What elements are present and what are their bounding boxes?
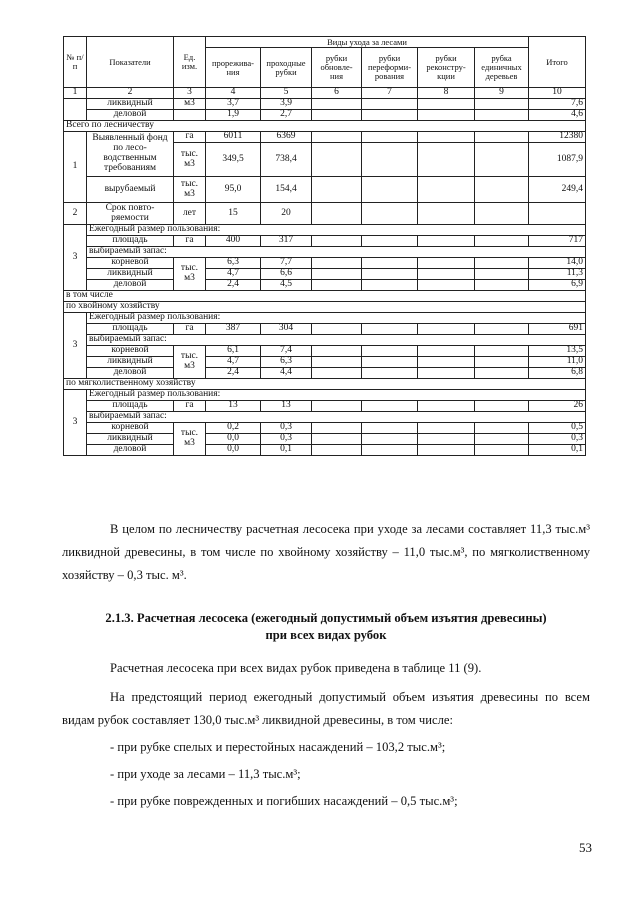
- cell: 738,4: [261, 143, 312, 177]
- cell: 4,5: [261, 280, 312, 291]
- section-heading: в том числе: [64, 291, 586, 302]
- row-unit: м3: [174, 99, 206, 110]
- cell: 2,4: [206, 280, 261, 291]
- colnum: 6: [312, 88, 362, 99]
- page-number: 53: [579, 840, 592, 855]
- row-num: 2: [64, 203, 87, 225]
- header-indicators: Показатели: [87, 37, 174, 88]
- cell-total: 4,6: [529, 110, 586, 121]
- cell: 6011: [206, 132, 261, 143]
- row-num: 1: [64, 132, 87, 203]
- cell-total: 0,1: [529, 445, 586, 456]
- row-unit: тыс. м3: [174, 177, 206, 203]
- annual-label: Ежегодный размер пользования:: [87, 313, 586, 324]
- section-heading: по мягколиственному хозяйству: [64, 379, 586, 390]
- cell-total: 11,0: [529, 357, 586, 368]
- cell-total: 14,0: [529, 258, 586, 269]
- summary-paragraph-block: [62, 518, 590, 587]
- cell: 0,1: [261, 445, 312, 456]
- colnum: 2: [87, 88, 174, 99]
- colnum: 1: [64, 88, 87, 99]
- stock-label: выбираемый запас:: [87, 247, 586, 258]
- colnum: 3: [174, 88, 206, 99]
- cell-total: 1087,9: [529, 143, 586, 177]
- cell: 6369: [261, 132, 312, 143]
- row-unit: га: [174, 401, 206, 412]
- body-text: [62, 657, 590, 813]
- cell-total: 7,6: [529, 99, 586, 110]
- colnum: 5: [261, 88, 312, 99]
- row-name: корневой: [87, 423, 174, 434]
- annual-label: Ежегодный размер пользования:: [87, 225, 586, 236]
- annual-label: Ежегодный размер пользования:: [87, 390, 586, 401]
- table-row: [64, 177, 586, 203]
- table-row: [64, 236, 586, 247]
- row-name: деловой: [87, 445, 174, 456]
- cell: 13: [261, 401, 312, 412]
- row-name: Срок повто-ряемости: [87, 203, 174, 225]
- cell-total: 13,5: [529, 346, 586, 357]
- row-name: ликвидный: [87, 269, 174, 280]
- list-item: - при рубке поврежденных и погибших насаждений – 0,5 тыс.м³;: [110, 794, 458, 808]
- list-item: - при уходе за лесами – 11,3 тыс.м³;: [110, 767, 301, 781]
- cell: 15: [206, 203, 261, 225]
- row-unit: тыс. м3: [174, 423, 206, 456]
- cell: 20: [261, 203, 312, 225]
- section-title: [62, 610, 590, 644]
- paragraph-volume: На предстоящий период ежегодный допустимый объем изъятия древесины по всем видам рубок составляет 130,0 тыс.м³ ликвидной древесины, в том числе:: [62, 690, 590, 727]
- cell: 304: [261, 324, 312, 335]
- row-name: корневой: [87, 258, 174, 269]
- row-unit: тыс. м3: [174, 258, 206, 291]
- table-row: [64, 401, 586, 412]
- row-unit: лет: [174, 203, 206, 225]
- row-name: деловой: [87, 110, 174, 121]
- table-row: [64, 99, 586, 110]
- cell: 4,4: [261, 368, 312, 379]
- table-row: [64, 346, 586, 357]
- colnum: 9: [475, 88, 529, 99]
- header-col-passing: проходные рубки: [261, 48, 312, 88]
- cell: 6,6: [261, 269, 312, 280]
- list-item: - при рубке спелых и перестойных насаждений – 103,2 тыс.м³;: [110, 740, 446, 754]
- row-num: 3: [64, 390, 87, 456]
- colnum: 10: [529, 88, 586, 99]
- cell: 349,5: [206, 143, 261, 177]
- cell-total: 6,9: [529, 280, 586, 291]
- row-unit: тыс. м3: [174, 143, 206, 177]
- table-row: [64, 203, 586, 225]
- row-name: деловой: [87, 280, 174, 291]
- cell: 6,3: [206, 258, 261, 269]
- table-row: [64, 132, 586, 143]
- cell: 317: [261, 236, 312, 247]
- cell: 7,7: [261, 258, 312, 269]
- header-col-single-trees: рубка единичных деревьев: [475, 48, 529, 88]
- header-group: Виды ухода за лесами: [206, 37, 529, 48]
- stock-label: выбираемый запас:: [87, 335, 586, 346]
- table-row: [64, 434, 586, 445]
- cell: 0,2: [206, 423, 261, 434]
- forest-care-table: [63, 36, 586, 456]
- colnum: 7: [362, 88, 418, 99]
- cell: 2,7: [261, 110, 312, 121]
- row-name: ликвидный: [87, 434, 174, 445]
- cell: 0,0: [206, 445, 261, 456]
- cell-total: 691: [529, 324, 586, 335]
- section-title-line2: при всех видах рубок: [265, 628, 387, 642]
- colnum: 8: [418, 88, 475, 99]
- row-name: ликвидный: [87, 99, 174, 110]
- stock-label: выбираемый запас:: [87, 412, 586, 423]
- cell-total: 12380: [529, 132, 586, 143]
- row-name: деловой: [87, 368, 174, 379]
- table-row: [64, 269, 586, 280]
- table-row: [64, 324, 586, 335]
- cell: 0,3: [261, 434, 312, 445]
- colnum: 4: [206, 88, 261, 99]
- section-title-line1: 2.1.3. Расчетная лесосека (ежегодный допустимый объем изъятия древесины): [105, 611, 547, 625]
- cell: 387: [206, 324, 261, 335]
- cell: 0,3: [261, 423, 312, 434]
- table-row: [64, 110, 586, 121]
- header-col-renewal: рубки обновле-ния: [312, 48, 362, 88]
- row-name: вырубаемый: [87, 177, 174, 203]
- cell: 95,0: [206, 177, 261, 203]
- cell-total: 249,4: [529, 177, 586, 203]
- cell-total: 0,3: [529, 434, 586, 445]
- summary-paragraph: В целом по лесничеству расчетная лесосека при уходе за лесами составляет 11,3 тыс.м³ ликвидной древесины, в том числе по хвойному хозяйству – 11,0 тыс.м³, по мягколиственному хозяйству – 0,3 тыс. м³.: [62, 522, 590, 582]
- table-row: [64, 280, 586, 291]
- row-name: площадь: [87, 236, 174, 247]
- header-col-reformation: рубки переформи-рования: [362, 48, 418, 88]
- cell: 154,4: [261, 177, 312, 203]
- cell: 4,7: [206, 357, 261, 368]
- section-heading: Всего по лесничеству: [64, 121, 586, 132]
- header-total: Итого: [529, 37, 586, 88]
- table-row: [64, 368, 586, 379]
- cell: 6,3: [261, 357, 312, 368]
- cell-total: 717: [529, 236, 586, 247]
- cell: 400: [206, 236, 261, 247]
- row-name: Выявленный фонд по лесо-водственным требованиям: [87, 132, 174, 177]
- table-row: [64, 445, 586, 456]
- table-row: [64, 357, 586, 368]
- cell-total: 0,5: [529, 423, 586, 434]
- cell: 3,7: [206, 99, 261, 110]
- row-unit: тыс. м3: [174, 346, 206, 379]
- header-col-reconstruction: рубки реконстру-кции: [418, 48, 475, 88]
- row-unit: га: [174, 324, 206, 335]
- row-name: площадь: [87, 401, 174, 412]
- cell: 1,9: [206, 110, 261, 121]
- row-unit: [174, 110, 206, 121]
- cell-total: 6,8: [529, 368, 586, 379]
- cell: 3,9: [261, 99, 312, 110]
- table-row: [64, 423, 586, 434]
- cell: 2,4: [206, 368, 261, 379]
- paragraph-table-ref: Расчетная лесосека при всех видах рубок приведена в таблице 11 (9).: [110, 661, 482, 675]
- cell: 13: [206, 401, 261, 412]
- cell-total: 26: [529, 401, 586, 412]
- row-num: 3: [64, 225, 87, 291]
- cell: 0,0: [206, 434, 261, 445]
- header-col-thinning: прорежива-ния: [206, 48, 261, 88]
- header-unit: Ед. изм.: [174, 37, 206, 88]
- cell-total: 11,3: [529, 269, 586, 280]
- cell: 6,1: [206, 346, 261, 357]
- section-heading: по хвойному хозяйству: [64, 302, 586, 313]
- row-unit: га: [174, 236, 206, 247]
- header-num: № п/п: [64, 37, 87, 88]
- row-name: ликвидный: [87, 357, 174, 368]
- row-name: корневой: [87, 346, 174, 357]
- cell: 7,4: [261, 346, 312, 357]
- table-row: [64, 258, 586, 269]
- row-num: 3: [64, 313, 87, 379]
- row-name: площадь: [87, 324, 174, 335]
- cell: 4,7: [206, 269, 261, 280]
- row-unit: га: [174, 132, 206, 143]
